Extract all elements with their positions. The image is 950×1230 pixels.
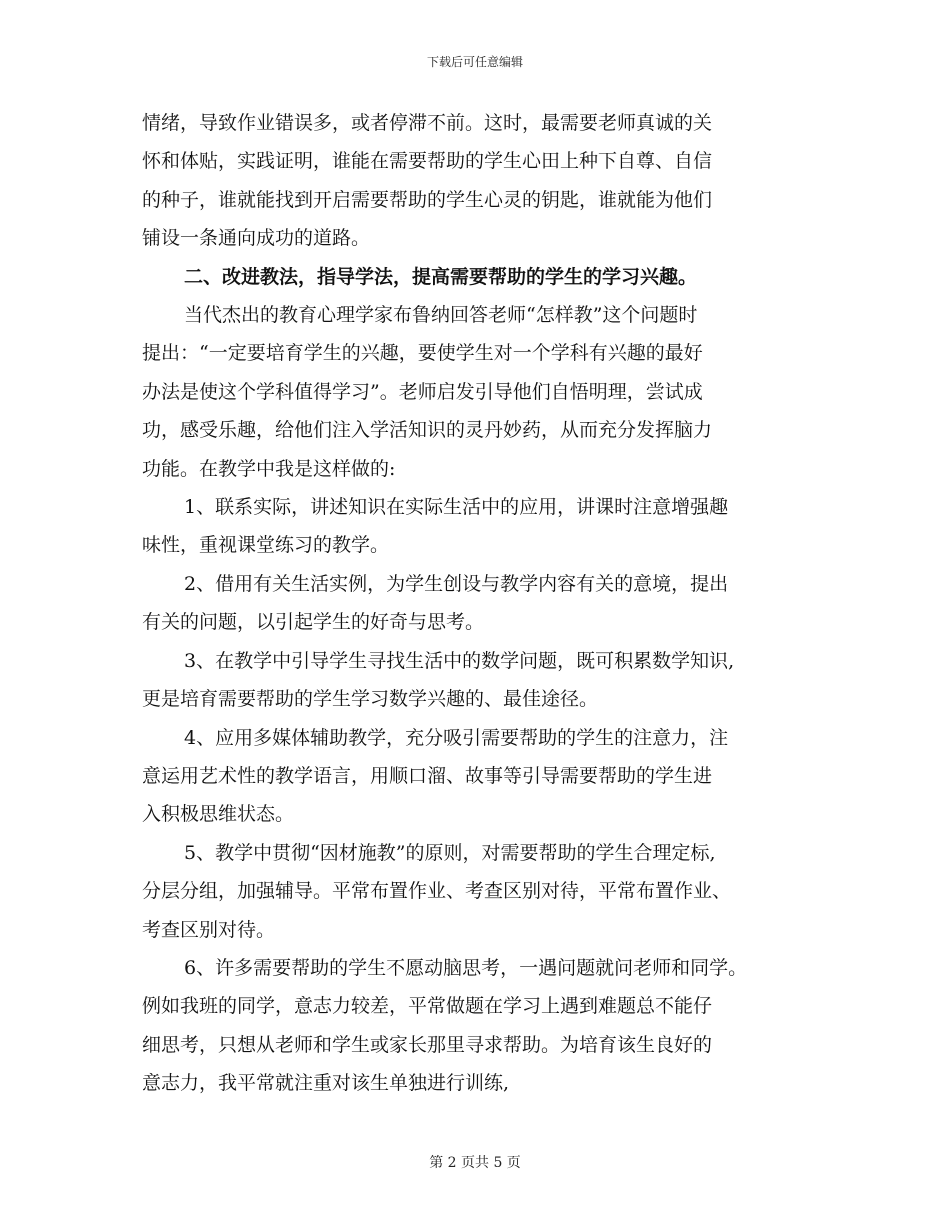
text-line: 功能。在教学中我是这样做的: — [142, 457, 396, 480]
text-line: 有关的问题，以引起学生的好奇与思考。 — [142, 611, 485, 634]
document-body — [142, 104, 812, 1103]
header-note: 下载后可任意编辑 — [426, 55, 523, 69]
text-line: 当代杰出的教育心理学家布鲁纳回答老师“怎样教”这个问题时 — [184, 304, 698, 327]
text-line: 分层分组，加强辅导。平常布置作业、考查区别对待，平常布置作业、 — [142, 880, 732, 903]
text-line: 5、教学中贯彻“因材施教”的原则，对需要帮助的学生合理定标, — [184, 841, 716, 864]
text-line: 意志力，我平常就注重对该生单独进行训练, — [142, 1072, 510, 1095]
text-line: 意运用艺术性的教学语言，用顺口溜、故事等引导需要帮助的学生进 — [142, 764, 713, 787]
text-line: 3、在教学中引导学生寻找生活中的数学问题，既可积累数学知识, — [184, 649, 735, 672]
text-line: 功，感受乐趣，给他们注入学活知识的灵丹妙药，从而充分发挥脑力 — [142, 419, 713, 442]
text-line: 4、应用多媒体辅助教学，充分吸引需要帮助的学生的注意力，注 — [184, 726, 729, 749]
page-number: 第 2 页共 5 页 — [429, 1155, 521, 1171]
text-line: 味性，重视课堂练习的教学。 — [142, 534, 390, 557]
text-line: 1、联系实际，讲述知识在实际生活中的应用，讲课时注意增强趣 — [184, 496, 729, 519]
text-line: 铺设一条通向成功的道路。 — [142, 227, 371, 250]
text-line: 办法是使这个学科值得学习”。老师启发引导他们自悟明理，尝试成 — [142, 380, 703, 403]
text-line: 6、许多需要帮助的学生不愿动脑思考，一遇问题就问老师和同学。 — [184, 956, 748, 979]
text-line: 细思考，只想从老师和学生或家长那里寻求帮助。为培育该生良好的 — [142, 1033, 713, 1056]
text-line: 入积极思维状态。 — [142, 803, 295, 826]
text-line: 怀和体贴，实践证明，谁能在需要帮助的学生心田上种下自尊、自信 — [142, 150, 713, 173]
text-line: 情绪，导致作业错误多，或者停滞不前。这时，最需要老师真诚的关 — [142, 112, 713, 134]
text-line: 考查区别对待。 — [142, 918, 276, 941]
text-line: 的种子，谁就能找到开启需要帮助的学生心灵的钥匙，谁就能为他们 — [142, 188, 713, 211]
text-line: 例如我班的同学，意志力较差，平常做题在学习上遇到难题总不能仔 — [142, 995, 713, 1018]
text-line: 提出：“一定要培育学生的兴趣，要使学生对一个学科有兴趣的最好 — [142, 342, 703, 365]
text-line: 更是培育需要帮助的学生学习数学兴趣的、最佳途径。 — [142, 688, 599, 711]
text-line: 2、借用有关生活实例，为学生创设与教学内容有关的意境，提出 — [184, 572, 729, 595]
section-heading: 二、改进教法，指导学法，提高需要帮助的学生的学习兴趣。 — [184, 265, 698, 288]
